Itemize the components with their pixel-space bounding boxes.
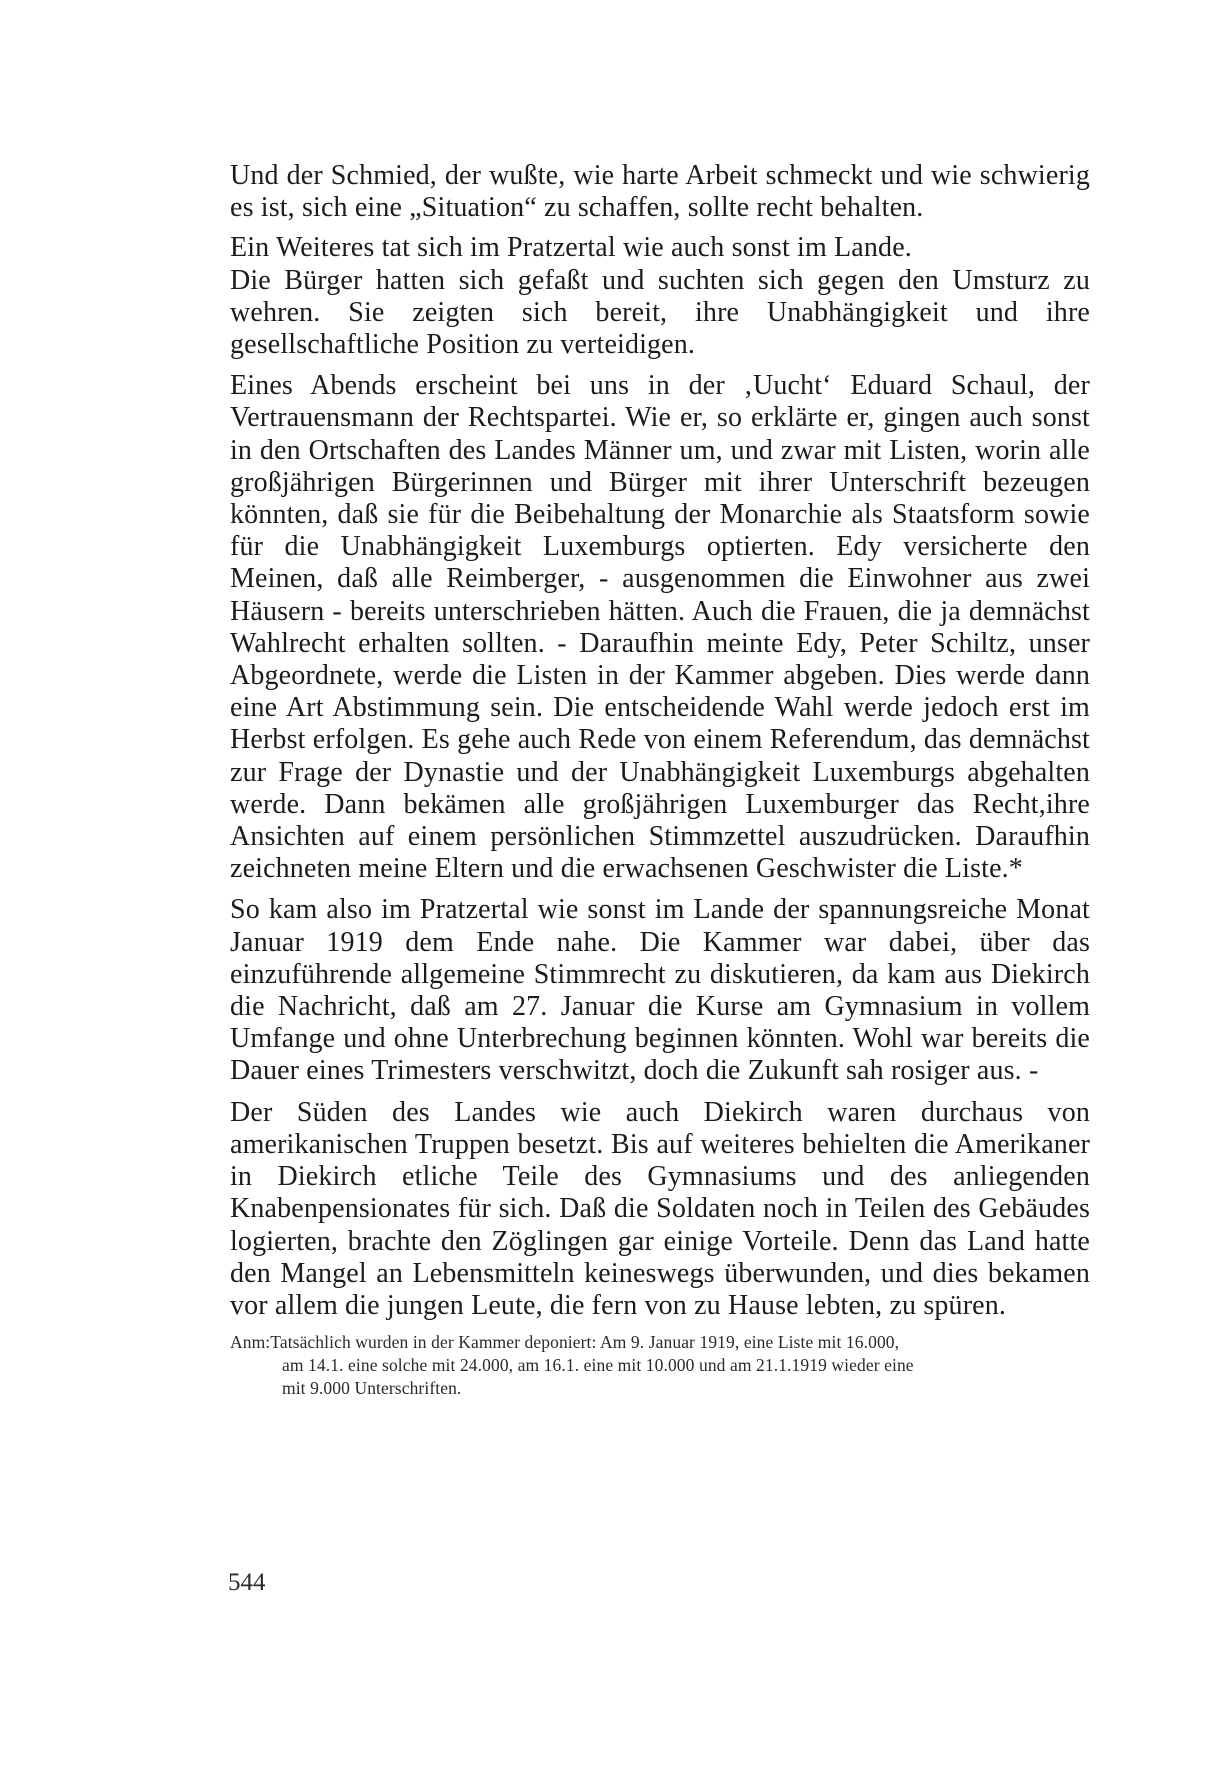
paragraph: Und der Schmied, der wußte, wie harte Arbeit schmeckt und wie schwierig es ist, sich eine „Situation“ zu schaffen, sollte recht behalten. bbox=[230, 160, 1090, 224]
paragraph: Ein Weiteres tat sich im Pratzertal wie auch sonst im Lande. Die Bürger hatten sich gefaßt und suchten sich gegen den Umsturz zu wehren. Sie zeigten sich bereit, ihre Unabhängigkeit und ihre gesellschaftliche Position zu verteidigen. bbox=[230, 232, 1090, 361]
page-number: 544 bbox=[228, 1569, 266, 1596]
footnote-line: Anm:Tatsächlich wurden in der Kammer deponiert: Am 9. Januar 1919, eine Liste mit 16.000, bbox=[230, 1332, 900, 1353]
footnote-line: mit 9.000 Unterschriften. bbox=[282, 1378, 462, 1399]
page-body bbox=[230, 160, 1090, 1400]
paragraph: Eines Abends erscheint bei uns in der ‚Uucht‘ Eduard Schaul, der Vertrauensmann der Rechtspartei. Wie er, so erklärte er, gingen auch sonst in den Ortschaften des Landes Männer um, und zwar mit Listen, worin alle großjährigen Bürgerinnen und Bürger mit ihrer Unterschrift bezeugen könnten, daß sie für die Beibehaltung der Monarchie als Staatsform sowie für die Unabhängigkeit Luxemburgs optierten. Edy versicherte den Meinen, daß alle Reimberger, - ausgenommen die Einwohner aus zwei Häusern - bereits unterschrieben hätten. Auch die Frauen, die ja demnächst Wahlrecht erhalten sollten. - Daraufhin meinte Edy, Peter Schiltz, unser Abgeordnete, werde die Listen in der Kammer abgeben. Dies werde dann eine Art Abstimmung sein. Die entscheidende Wahl werde jedoch erst im Herbst erfolgen. Es gehe auch Rede von einem Referendum, das demnächst zur Frage der Dynastie und der Unabhängigkeit Luxemburgs abgehalten werde. Dann bekämen alle großjährigen Luxemburger das Recht,ihre Ansichten auf einem persönlichen Stimmzettel auszudrücken. Daraufhin zeichneten meine Eltern und die erwachsenen Geschwister die Liste.* bbox=[230, 370, 1090, 885]
footnote-line: am 14.1. eine solche mit 24.000, am 16.1. eine mit 10.000 und am 21.1.1919 wieder eine bbox=[282, 1355, 914, 1376]
paragraph: Der Süden des Landes wie auch Diekirch waren durchaus von amerikanischen Truppen besetzt. Bis auf weiteres behielten die Amerikaner in Diekirch etliche Teile des Gymnasiums und des anliegenden Knabenpensionates für sich. Daß die Soldaten noch in Teilen des Gebäudes logierten, brachte den Zöglingen gar einige Vorteile. Denn das Land hatte den Mangel an Lebensmitteln keineswegs überwunden, und dies bekamen vor allem die jungen Leute, die fern von zu Hause lebten, zu spüren. bbox=[230, 1096, 1090, 1321]
footnote bbox=[230, 1331, 1090, 1400]
paragraph: So kam also im Pratzertal wie sonst im Lande der spannungsreiche Monat Januar 1919 dem Ende nahe. Die Kammer war dabei, über das einzuführende allgemeine Stimmrecht zu diskutieren, da kam aus Diekirch die Nachricht, daß am 27. Januar die Kurse am Gymnasium in vollem Umfange und ohne Unterbrechung beginnen könnten. Wohl war bereits die Dauer eines Trimesters verschwitzt, doch die Zukunft sah rosiger aus. - bbox=[230, 894, 1090, 1087]
